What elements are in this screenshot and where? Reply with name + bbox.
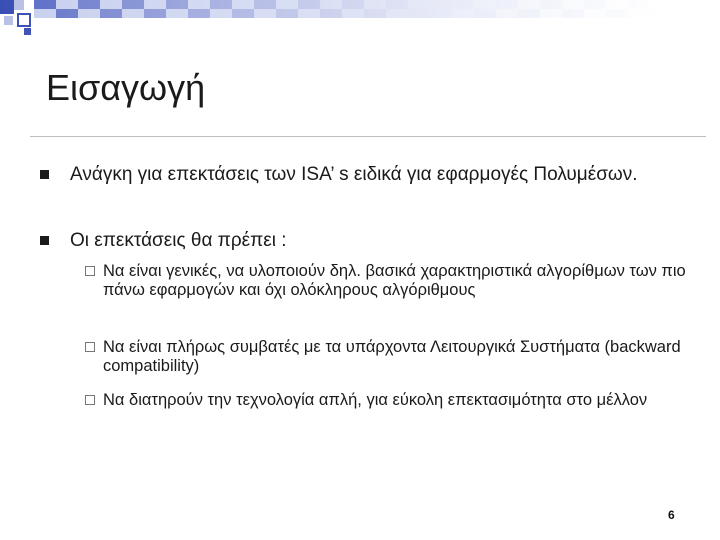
bullet-item: [70, 164, 690, 186]
slide-title: Εισαγωγή: [46, 67, 206, 108]
sub-bullet-item: [103, 262, 688, 300]
page-number: 6: [668, 508, 675, 522]
bullet-item: [70, 230, 690, 252]
hollow-square-icon: [85, 395, 95, 405]
sub-bullet-item: [103, 338, 688, 376]
hollow-square-icon: [85, 266, 95, 276]
sub-bullet-item: [103, 391, 688, 410]
corner-squares: [0, 0, 31, 35]
sub-bullet-text: Να διατηρούν την τεχνολογία απλή, για εύκολη επεκτασιμότητα στο μέλλον: [103, 391, 648, 409]
filled-square-icon: [40, 170, 49, 179]
filled-square-icon: [40, 236, 49, 245]
decorative-banner: [0, 0, 720, 40]
sub-bullet-text: Να είναι πλήρως συμβατές με τα υπάρχοντα Λειτουργικά Συστήματα (backward compatibility): [103, 338, 681, 375]
bullet-text: Ανάγκη για επεκτάσεις των ISA’ s ειδικά για εφαρμογές Πολυμέσων.: [70, 164, 638, 185]
bullet-text: Οι επεκτάσεις θα πρέπει :: [70, 230, 287, 251]
hollow-square-icon: [85, 342, 95, 352]
banner-checkerboard: [34, 0, 720, 18]
title-divider: [30, 136, 706, 137]
sub-bullet-text: Να είναι γενικές, να υλοποιούν δηλ. βασικά χαρακτηριστικά αλγορίθμων των πιο πάνω εφαρμογών και όχι ολόκληρους αλγόριθμους: [103, 262, 686, 299]
